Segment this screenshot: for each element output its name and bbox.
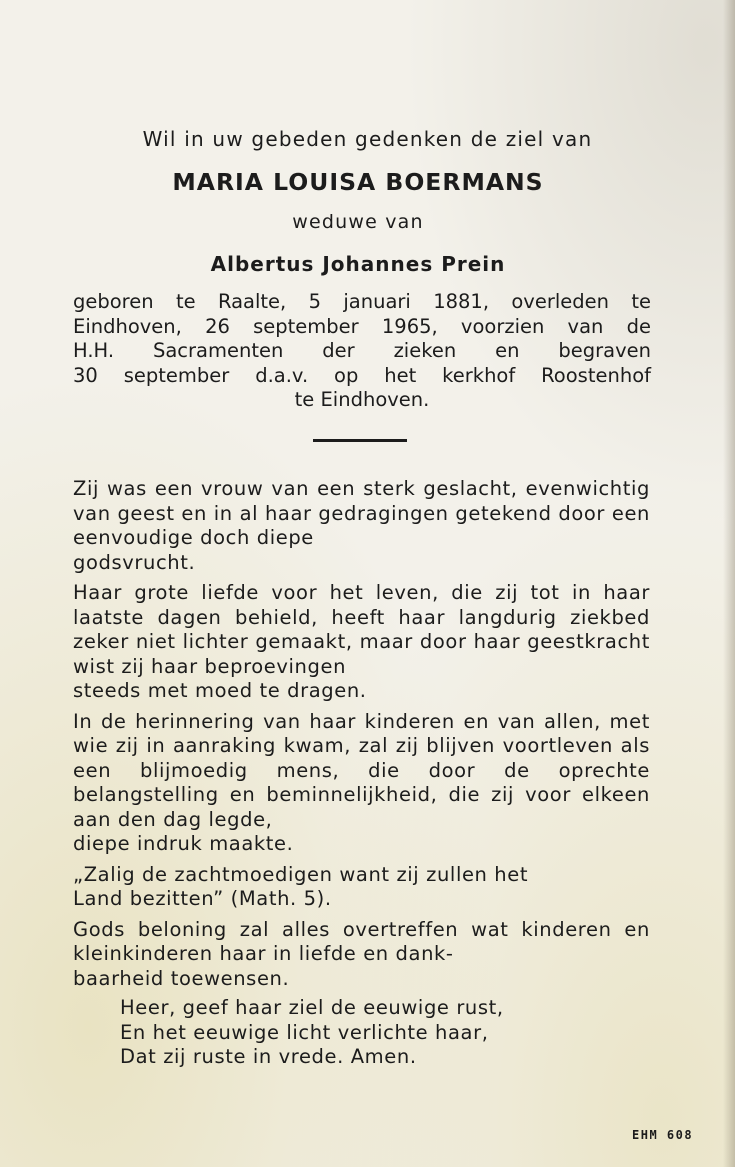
- paragraph-last-line: godsvrucht.: [73, 550, 196, 574]
- paragraph-last-line: diepe indruk maakte.: [73, 832, 294, 855]
- eulogy-quote: [73, 863, 650, 912]
- prayer-line: En het eeuwige licht verlichte haar,: [120, 1020, 489, 1044]
- paragraph-text: Haar grote liefde voor het leven, die zij tot in haar laatste dagen behield, heeft haar langdurig ziekbed zeker niet lichter gemaakt, maar door haar geestkracht wist zij haar beproevingen: [73, 581, 650, 678]
- biography-line: H.H. Sacramenten der zieken en begraven: [73, 339, 651, 362]
- paragraph-last-line: baarheid toewensen.: [73, 966, 290, 990]
- eulogy-paragraph: [73, 918, 650, 992]
- biography-line: 30 september d.a.v. op het kerkhof Roostenhof: [73, 363, 651, 387]
- intro-line: Wil in uw gebeden gedenken de ziel van: [142, 127, 593, 151]
- eulogy-paragraph: [73, 581, 650, 704]
- husband-name: Albertus Johannes Prein: [210, 252, 506, 276]
- eulogy-text: [73, 477, 650, 997]
- paragraph-text: Gods beloning zal alles overtreffen wat kinderen en kleinkinderen haar in liefde en dank-: [73, 917, 650, 965]
- paragraph-last-line: steeds met moed te dragen.: [73, 679, 367, 702]
- prayer-line: Dat zij ruste in vrede. Amen.: [120, 1045, 417, 1068]
- deceased-name: MARIA LOUISA BOERMANS: [172, 168, 544, 196]
- biography-line: Eindhoven, 26 september 1965, voorzien van de: [73, 314, 651, 338]
- paragraph-text: Zij was een vrouw van een sterk geslacht, evenwichtig van geest en in al haar gedragingen getekend door een eenvoudige doch diepe: [73, 477, 650, 549]
- biography-line: geboren te Raalte, 5 januari 1881, overleden te: [73, 290, 651, 313]
- eulogy-paragraph: [73, 710, 650, 857]
- prayer-line: Heer, geef haar ziel de eeuwige rust,: [120, 996, 504, 1019]
- biography-block: [73, 290, 651, 388]
- paragraph-text: „Zalig de zachtmoedigen want zij zullen het: [73, 862, 529, 886]
- paragraph-text: In de herinnering van haar kinderen en van allen, met wie zij in aanraking kwam, zal zij blijven voortleven als een blijmoedig mens, die door de oprechte belangstelling en beminnelijkheid, die zij voor elkeen aan den dag legde,: [73, 709, 650, 831]
- widow-of-label: weduwe van: [292, 211, 424, 233]
- biography-last-line: te Eindhoven.: [294, 388, 430, 411]
- divider-rule: [313, 439, 407, 442]
- eulogy-paragraph: [73, 477, 650, 575]
- card-edge-shadow: [723, 0, 735, 1167]
- paragraph-last-line: Land bezitten” (Math. 5).: [73, 887, 332, 910]
- prayer-block: [120, 996, 640, 1070]
- printer-code: EHM 608: [632, 1128, 694, 1142]
